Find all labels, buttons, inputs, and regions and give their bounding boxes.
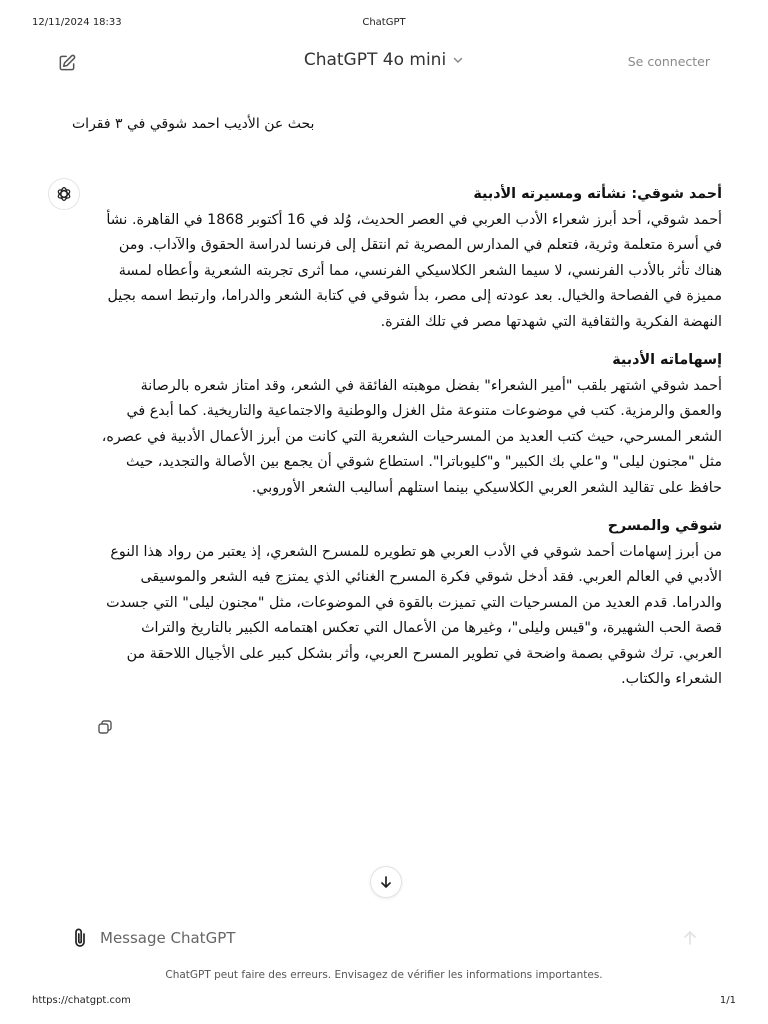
section-body: من أبرز إسهامات أحمد شوقي في الأدب العربي هو تطويره للمسرح الشعري، إذ يعتبر من رواد هذا النوع الأدبي في العالم العربي. فقد أدخل شوقي فكرة المسرح الغنائي الذي يمتزج فيه الشعر والموسيقى والدراما. قدم العديد من المسرحيات التي تميزت بالقوة في الموضوعات، مثل "مجنون ليلى" التي جسدت قصة الحب الشهيرة، و"قيس وليلى"، وغيرها من الأعمال التي تعكس اهتمامه الكبير بالتاريخ والتراث العربي. ترك شوقي بصمة واضحة في تطوير المسرح العربي، وأثر بشكل كبير على الأجيال اللاحقة من الشعراء والكتاب.	[106, 543, 722, 687]
section-heading: شوقي والمسرح	[607, 518, 722, 534]
section-heading: إسهاماته الأدبية	[612, 352, 722, 368]
app-header	[0, 44, 768, 80]
paperclip-icon	[70, 927, 90, 949]
print-url: https://chatgpt.com	[32, 995, 131, 1006]
attach-button[interactable]	[70, 927, 90, 949]
message-input[interactable]	[100, 926, 660, 950]
page-number: 1/1	[719, 995, 736, 1006]
scroll-down-button[interactable]	[370, 866, 402, 898]
chevron-down-icon	[452, 54, 464, 66]
answer-section	[96, 514, 722, 693]
model-selector[interactable]	[304, 50, 464, 70]
assistant-message	[96, 182, 722, 706]
openai-logo-icon	[55, 185, 73, 203]
section-body: أحمد شوقي اشتهر بلقب "أمير الشعراء" بفضل موهبته الفائقة في الشعر، وقد امتاز شعره بالرصانة والعمق والرمزية. كتب في موضوعات متنوعة مثل الغزل والوطنية والاجتماعية والتاريخية. كما أبدع في الشعر المسرحي، حيث كتب العديد من المسرحيات الشعرية التي كانت من أبرز الأعمال الأدبية في عصره، مثل "مجنون ليلى" و"علي بك الكبير" و"كليوباترا". استطاع شوقي أن يجمع بين الأصالة والتجديد، حيث حافظ على تقاليد الشعر العربي الكلاسيكي بينما استلهم أساليب الشعر الأوروبي.	[101, 377, 722, 496]
arrow-down-icon	[378, 874, 394, 890]
assistant-avatar	[48, 178, 80, 210]
arrow-up-icon	[680, 928, 700, 948]
copy-button[interactable]	[96, 718, 114, 736]
model-name: ChatGPT 4o mini	[303, 50, 447, 70]
login-link[interactable]: Se connecter	[627, 54, 710, 69]
section-body: أحمد شوقي، أحد أبرز شعراء الأدب العربي في العصر الحديث، وُلد في 16 أكتوبر 1868 في القاهرة. نشأ في أسرة متعلمة وثرية، فتعلم في المدارس المصرية ثم انتقل إلى فرنسا لدراسة الحقوق والآداب. ومن هناك تأثر بالأدب الفرنسي، لا سيما الشعر الكلاسيكي الفرنسي، مما أثرى تجربته الشعرية وأعطاه لمسة مميزة في الفصاحة والخيال. بعد عودته إلى مصر، بدأ شوقي في كتابة الشعر والدراما، وارتبط اسمه بجيل النهضة الفكرية والثقافية التي شهدتها مصر في تلك الفترة.	[106, 211, 722, 330]
answer-section	[96, 182, 722, 335]
disclaimer: ChatGPT peut faire des erreurs. Envisagez de vérifier les informations importantes.	[165, 969, 603, 981]
copy-icon	[96, 718, 114, 736]
send-button[interactable]	[680, 928, 700, 948]
print-date: 12/11/2024 18:33	[32, 17, 122, 28]
composer	[60, 922, 710, 954]
section-heading: أحمد شوقي: نشأته ومسيرته الأدبية	[473, 186, 722, 202]
print-header	[0, 17, 768, 31]
print-title: ChatGPT	[362, 17, 406, 28]
user-message: بحث عن الأديب احمد شوقي في ٣ فقرات	[72, 116, 315, 132]
answer-section	[96, 348, 722, 501]
